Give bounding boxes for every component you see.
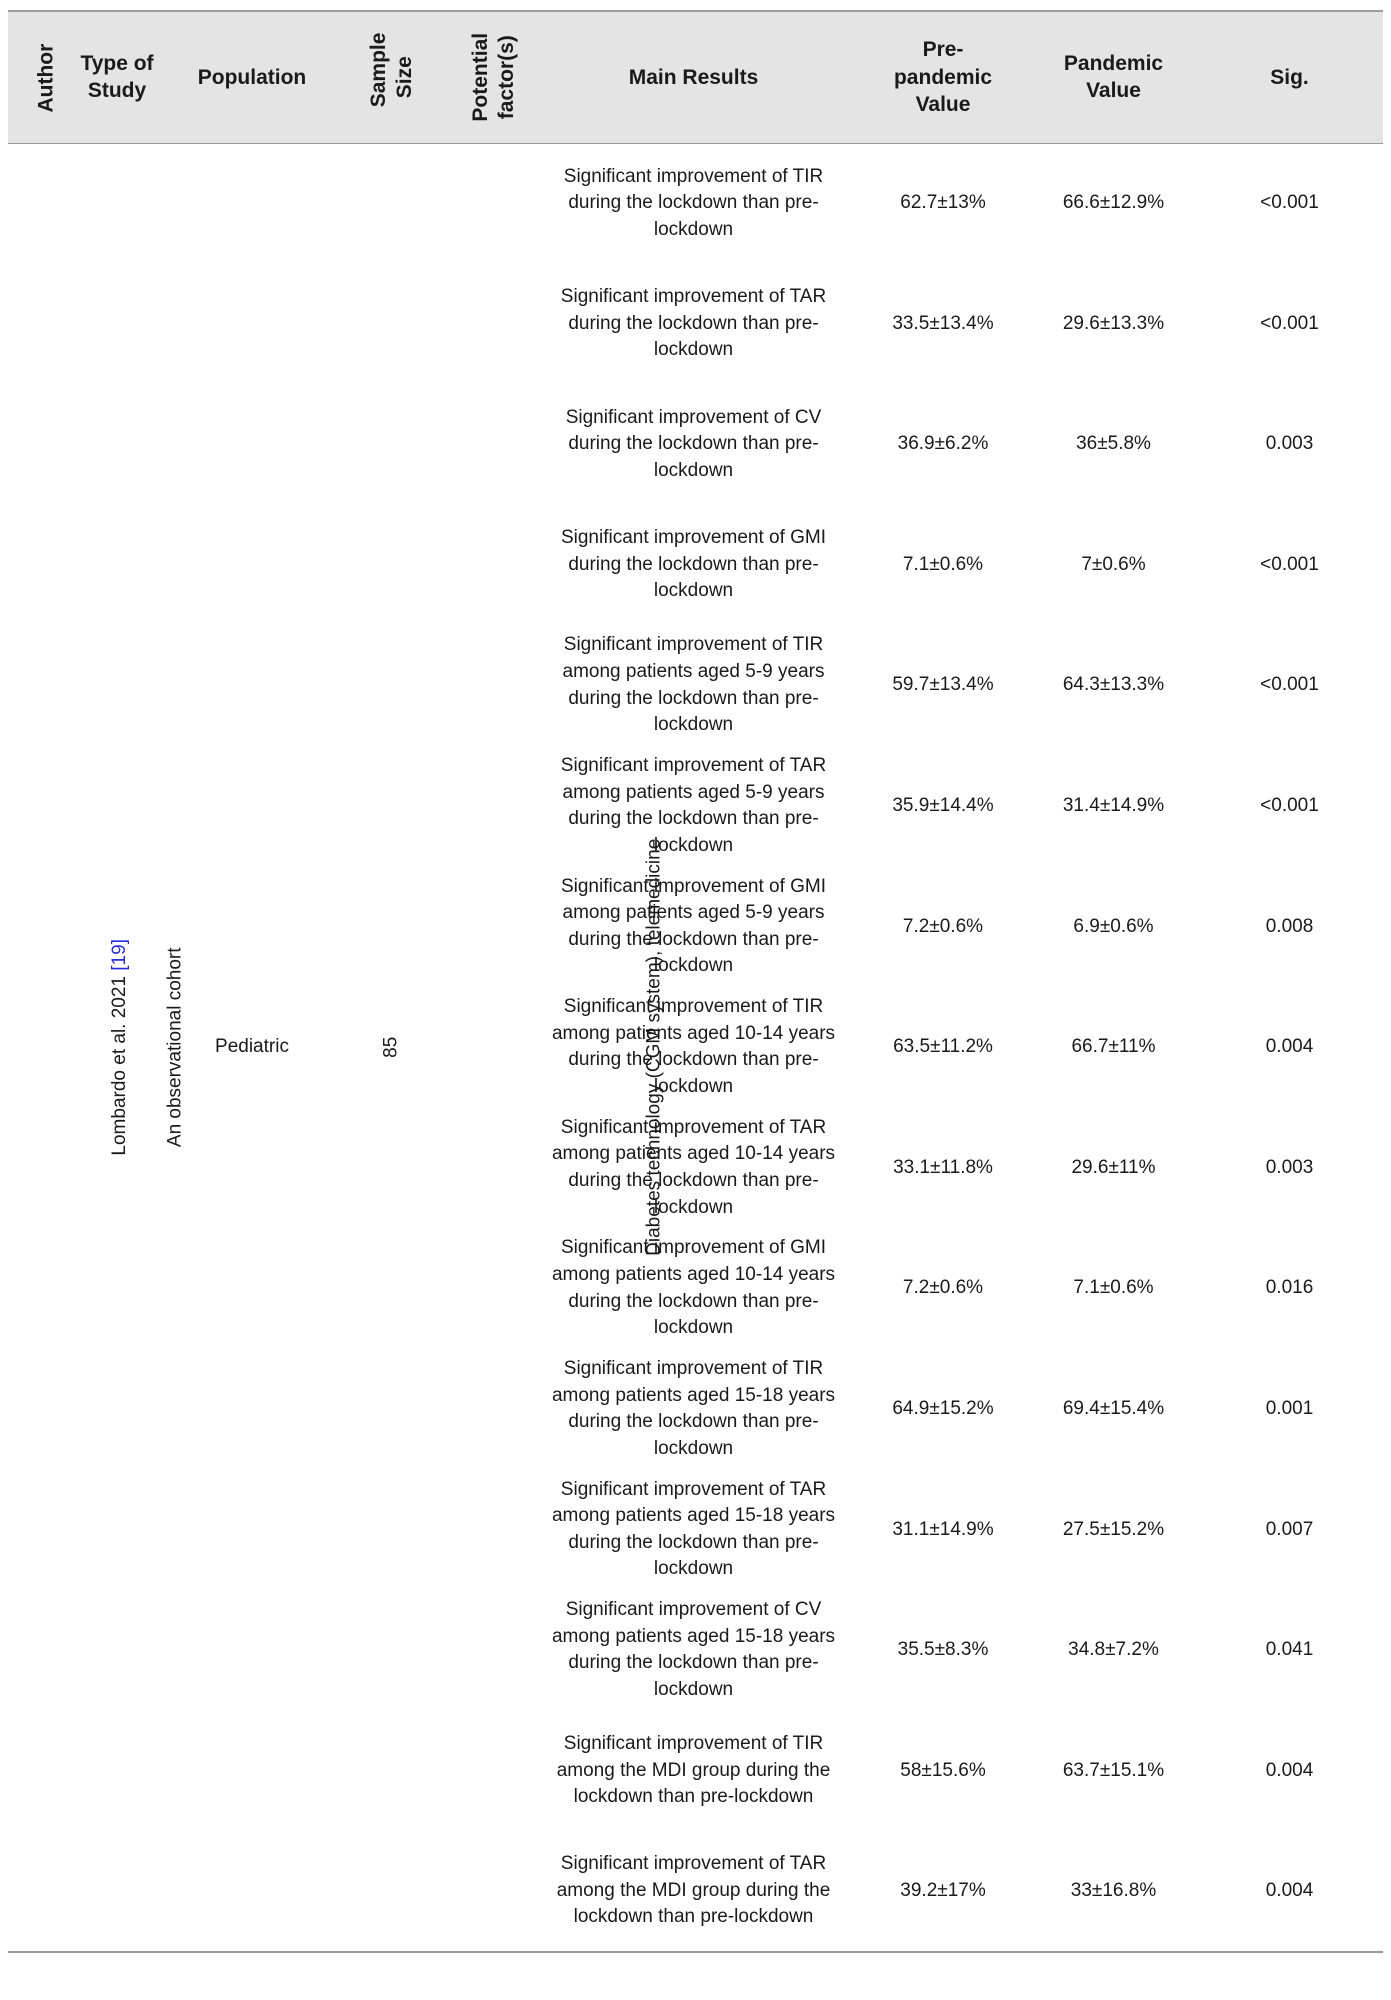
main-result-cell: Significant improvement of TIR among patients aged 5-9 years during the lockdown than pre-lockdown [562, 634, 825, 736]
pre-pandemic-value-cell: 58±15.6% [900, 1759, 986, 1781]
potential-factors-value: Diabetes technology (CGM system), telemedicine [643, 838, 665, 1256]
main-result-cell: Significant improvement of TIR during the lockdown than pre-lockdown [563, 165, 824, 240]
pre-pandemic-value-cell: 63.5±11.2% [893, 1036, 993, 1058]
pre-pandemic-value-cell: 7.1±0.6% [902, 553, 984, 575]
main-result-cell: Significant improvement of TAR among patients aged 15-18 years during the lockdown than pre-lockdown [551, 1478, 836, 1580]
header-potential-factors: Potential factor(s) [468, 32, 518, 122]
sig-value-cell: 0.007 [1265, 1518, 1314, 1540]
pandemic-value-cell: 36±5.8% [1076, 433, 1151, 455]
main-result-cell: Significant improvement of TAR during the lockdown than pre-lockdown [560, 286, 827, 361]
pandemic-value-cell: 7.1±0.6% [1073, 1277, 1154, 1299]
pandemic-value-cell: 66.7±11% [1071, 1036, 1156, 1058]
header-type-of-study: Type of Study [80, 51, 154, 103]
header-sig: Sig. [1270, 65, 1309, 89]
pre-pandemic-value-cell: 7.2±0.6% [902, 1277, 984, 1299]
main-result-cell: Significant improvement of GMI among patients aged 5-9 years during the lockdown than pre-lockdown [560, 875, 827, 977]
header-author: Author [34, 43, 58, 113]
table-row [8, 143, 1383, 264]
sig-value-cell: 0.004 [1265, 1759, 1314, 1781]
sig-value-cell: 0.003 [1265, 1156, 1314, 1178]
sig-value-cell: 0.003 [1265, 433, 1314, 455]
pandemic-value-cell: 64.3±13.3% [1062, 674, 1165, 696]
sig-value-cell: 0.041 [1265, 1639, 1314, 1661]
pre-pandemic-value-cell: 33.5±13.4% [892, 312, 994, 334]
pre-pandemic-value-cell: 36.9±6.2% [897, 433, 989, 455]
sig-value-cell: <0.001 [1260, 794, 1319, 816]
main-result-cell: Significant improvement of TAR among patients aged 5-9 years during the lockdown than pre-lockdown [560, 755, 827, 856]
header-main-results: Main Results [628, 65, 759, 89]
author-cell [8, 143, 130, 1952]
pre-pandemic-value-cell: 33.1±11.8% [893, 1156, 993, 1178]
pre-pandemic-value-cell: 64.9±15.2% [892, 1397, 994, 1419]
author-name: Lombardo et al. 2021 [108, 975, 130, 1156]
pre-pandemic-value-cell: 59.7±13.4% [892, 674, 994, 696]
reference-link[interactable]: [19] [108, 938, 130, 971]
sig-value-cell: <0.001 [1260, 674, 1319, 696]
sig-value-cell: 0.004 [1265, 1879, 1314, 1901]
main-result-cell: Significant improvement of TAR among patients aged 10-14 years during the lockdown than pre-lockdown [551, 1116, 836, 1218]
sig-value-cell: <0.001 [1260, 192, 1319, 214]
pre-pandemic-value-cell: 7.2±0.6% [902, 915, 984, 937]
potential-factors-cell [442, 143, 665, 1952]
main-result-cell: Significant improvement of GMI among patients aged 10-14 years during the lockdown than pre-lockdown [551, 1237, 836, 1339]
type-of-study-value: An observational cohort [164, 947, 186, 1148]
sig-value-cell: <0.001 [1260, 312, 1319, 334]
pre-pandemic-value-cell: 62.7±13% [900, 192, 986, 214]
population-cell [162, 143, 342, 1952]
header-sample-size: Sample Size [366, 32, 416, 108]
pre-pandemic-value-cell: 31.1±14.9% [892, 1518, 994, 1540]
sig-value-cell: 0.016 [1265, 1277, 1314, 1299]
main-result-cell: Significant improvement of CV among patients aged 15-18 years during the lockdown than pre-lockdown [551, 1599, 836, 1701]
population-value: Pediatric [215, 1035, 289, 1057]
header-pre-pandemic-value: Pre-pandemic Value [893, 38, 993, 116]
main-result-cell: Significant improvement of TIR among the MDI group during the lockdown than pre-lockdown [556, 1733, 831, 1808]
pandemic-value-cell: 34.8±7.2% [1068, 1639, 1159, 1661]
header-population: Population [197, 65, 307, 89]
sig-value-cell: <0.001 [1260, 553, 1319, 575]
main-result-cell: Significant improvement of TAR among the MDI group during the lockdown than pre-lockdown [556, 1853, 831, 1928]
main-result-cell: Significant improvement of TIR among patients aged 15-18 years during the lockdown than pre-lockdown [551, 1358, 836, 1459]
pandemic-value-cell: 31.4±14.9% [1062, 794, 1165, 816]
pandemic-value-cell: 33±16.8% [1070, 1879, 1157, 1901]
pre-pandemic-value-cell: 35.9±14.4% [892, 794, 994, 816]
sig-value-cell: 0.001 [1265, 1397, 1314, 1419]
pandemic-value-cell: 63.7±15.1% [1062, 1759, 1165, 1781]
header-row [8, 11, 1383, 143]
main-result-cell: Significant improvement of CV during the lockdown than pre-lockdown [565, 406, 822, 481]
pre-pandemic-value-cell: 35.5±8.3% [897, 1639, 989, 1661]
main-result-cell: Significant improvement of GMI during the lockdown than pre-lockdown [560, 527, 827, 602]
type-of-study-cell [72, 143, 186, 1952]
pandemic-value-cell: 6.9±0.6% [1073, 915, 1154, 937]
sample-size-cell [342, 143, 442, 1952]
sig-value-cell: 0.004 [1265, 1036, 1314, 1058]
pandemic-value-cell: 29.6±11% [1071, 1156, 1156, 1178]
results-table [8, 10, 1383, 1953]
pandemic-value-cell: 69.4±15.4% [1062, 1397, 1165, 1419]
header-pandemic-value: Pandemic Value [1063, 51, 1164, 103]
pre-pandemic-value-cell: 39.2±17% [900, 1879, 986, 1901]
pandemic-value-cell: 66.6±12.9% [1062, 192, 1165, 214]
results-table-body [8, 143, 1383, 1952]
results-table-container [8, 10, 1383, 1953]
sample-size-value: 85 [380, 1036, 402, 1058]
pandemic-value-cell: 29.6±13.3% [1062, 312, 1165, 334]
pandemic-value-cell: 27.5±15.2% [1062, 1518, 1165, 1540]
pandemic-value-cell: 7±0.6% [1081, 553, 1146, 575]
main-result-cell: Significant improvement of TIR among patients aged 10-14 years during the lockdown than pre-lockdown [551, 996, 836, 1098]
sig-value-cell: 0.008 [1265, 915, 1314, 937]
